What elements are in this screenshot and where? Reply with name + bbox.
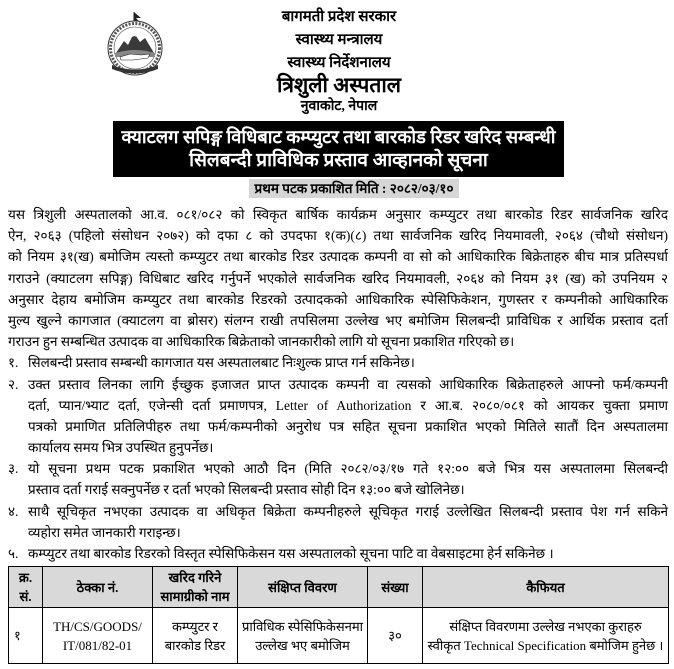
intro-line: गराउने (क्याटलग सपिङ्ग) विधिबाट खरिद गर्नुपर्ने भएकोले सार्वजनिक खरिद नियमावली, २०६४ को नियम ३१ (ख) को उपनियम २: [8, 270, 668, 286]
notice-title-line: क्याटलग सपिङ्ग विधिबाट कम्प्युटर तथा बारकोड रिडर खरिद सम्बन्धी: [121, 127, 556, 147]
cell-line: ३०: [388, 628, 402, 643]
cell-line: कम्प्युटर र: [171, 618, 219, 634]
header-line: क्र.: [18, 570, 33, 585]
ministry-name: स्वास्थ्य मन्त्रालय: [295, 32, 383, 48]
cell-remarks: [423, 608, 669, 664]
item-line: सिलबन्दी प्रस्ताव सम्बन्धी कागजात यस अस्पतालबाट निःशुल्क प्राप्त गर्न सकिनेछ।: [28, 355, 415, 371]
item-text: [28, 543, 668, 564]
intro-line: गराउन हुन सम्बन्धित उत्पादक वा आधिकारिक बिक्रेताको जानकारीको लागि यो सूचना प्रकाशित गरिएको छ।: [8, 334, 515, 350]
item-text: [28, 501, 668, 543]
publish-date-band: [249, 179, 459, 198]
item-number: २.: [8, 376, 19, 392]
hospital-name: त्रिशुली अस्पताल: [276, 73, 402, 97]
item-line: प्रस्ताव दर्ता गराई सक्नुपर्नेछ र दर्ता भएको सिलबन्दी प्रस्ताव सोही दिन १३:०० बजे खोलिनेछ।: [28, 482, 465, 498]
item-line: पत्रको प्रमाणित प्रतिलिपीहरु तथा फर्म/कम्पनीको अनुरोध पत्र सहित सूचना प्रकाशित भएको मितिले सातौं दिन अस्पतालमा: [28, 418, 668, 434]
intro-line: अनुसार देहाय बमोजिम कम्प्युटर तथा बारकोड रिडरको उत्पादकको आधिकारिक स्पेसिफिकेशन, गुणस्तर र कम्पनीको आधिकारिक: [8, 291, 668, 307]
cell-line: प्राविधिक स्पेसिफिकेसनमा: [241, 618, 364, 634]
item-line: व्यहोरा समेत जानकारी गराइन्छ।: [28, 524, 181, 540]
notice-item-3: [8, 458, 668, 500]
notice-title-band: [113, 121, 564, 177]
item-line: कम्प्युटर तथा बारकोड रिडरको विस्तृत स्पेसिफिकेसन यस अस्पतालको सूचना पाटि वा वेबसाइटमा हेर्न सकिनेछ ।: [28, 546, 554, 561]
intro-line: ऐन, २०६३ (पहिलो संसोधन २०७२) को दफा ८ को उपदफा १(क)(८) तथा सार्वजनिक खरिद नियमावली, २०६४ (चौथो संसोधन): [8, 228, 668, 244]
item-number: १.: [8, 355, 19, 371]
cell-line: TH/CS/GOODS/: [53, 618, 142, 634]
cell-quantity: [368, 608, 423, 664]
intro-line: यस त्रिशुली अस्पतालको आ.व. ०८१/०८२ को स्विकृत बार्षिक कार्यक्रम अनुसार कम्प्युटर तथा बारकोड रिडर सार्वजनिक खरिद: [8, 207, 668, 222]
header-contract-no: [43, 567, 153, 608]
cell-item-name: [153, 608, 238, 664]
item-text: [28, 458, 668, 500]
cell-line: १: [14, 628, 21, 643]
item-line: साथै सूचिकृत नभएका उत्पादक वा अधिकृत बिक्रेता कम्पनीहरुले सूचिकृत गराई उल्लेखित सिलबन्दी प्रस्ताव पेश गर्न सकिने: [28, 503, 668, 519]
intro-line: को नियम ३१(ख) बमोजिम त्यस्तो कम्प्युटर तथा बारकोड रिडर उत्पादक कम्पनी वा सो को आधिकारिक बिक्रेताहरु बीच मात्र प्रतिस्पर्धा: [8, 249, 668, 265]
cell-line: संक्षिप्त विवरणमा उल्लेख नभएका कुराहरु: [449, 618, 642, 634]
item-number: ३.: [8, 461, 19, 477]
table-header-row: [9, 567, 669, 608]
header-description: [238, 567, 368, 608]
header-remarks: [423, 567, 669, 608]
header-line: संक्षिप्त विवरण: [268, 579, 337, 595]
hospital-location: नुवाकोट, नेपाल: [300, 99, 378, 114]
header-serial-no: [9, 567, 43, 608]
intro-line: मुल्य खुल्ने कागजात (क्याटलग वा ब्रोसर) संलग्न राखी तपसिलमा उल्लेख भए बमोजिम सिलबन्दी प्राविधिक र आर्थिक प्रस्ताव दर्ता: [8, 312, 668, 328]
table-row: [9, 608, 669, 664]
notice-item-5: [8, 543, 668, 564]
notice-body: [8, 204, 668, 564]
notice-item-1: [8, 352, 668, 373]
cell-line: IT/081/82-01: [62, 637, 133, 653]
header-line: सं.: [19, 589, 32, 604]
item-line: उक्त प्रस्ताव लिनका लागि ईच्छुक इजाजत प्राप्त उत्पादक कम्पनी वा त्यसको आधिकारिक बिक्रेताहरुले आफ्नो फर्म/कम्पनी: [28, 376, 668, 392]
item-line: दर्ता, प्यान/भ्याट दर्ता, एजेन्सी दर्ता प्रमाणपत्र, Letter of Authorization र आ.ब. २०८०/०८१ को आयकर चुक्ता प्रमाण: [28, 397, 668, 413]
item-line: कार्यालय समय भित्र उपस्थित हुनुपर्नेछ।: [28, 440, 214, 456]
cell-description: [238, 608, 368, 664]
header-item-name: [153, 567, 238, 608]
items-table: [8, 566, 669, 664]
header-quantity: [368, 567, 423, 608]
directorate-name: स्वास्थ्य निर्देशनालय: [287, 55, 391, 71]
notice-title-line: सिलबन्दी प्राविधिक प्रस्ताव आव्हानको सूचना: [189, 150, 488, 171]
cell-line: उल्लेख भए बमोजिम: [255, 637, 350, 653]
cell-serial-no: [9, 608, 43, 664]
notice-item-2: [8, 374, 668, 459]
item-text: [28, 352, 668, 373]
item-line: यो सूचना प्रथम पटक प्रकाशित भएको आठौ दिन (मिति २०८२/०३/१७ गते १२:०० बजे भित्र यस अस्पतालमा सिलबन्दी: [28, 461, 668, 477]
province-government: बागमती प्रदेश सरकार: [281, 9, 397, 25]
cell-contract-no: [43, 608, 153, 664]
item-number: ४.: [8, 503, 19, 519]
nepal-emblem-icon: [103, 11, 167, 77]
publish-date: प्रथम पटक प्रकाशित मिति : २०८२/०३/१०: [254, 181, 454, 196]
item-number: ५.: [8, 546, 19, 561]
header-line: सामाग्रीको नाम: [160, 589, 230, 604]
cell-line: बारकोड रिडर: [164, 637, 226, 653]
notice-item-4: [8, 501, 668, 543]
item-text: [28, 374, 668, 459]
cell-line: स्वीकृत Technical Specification बमोजिम हुनेछ ।: [427, 637, 664, 653]
header-line: कैफियत: [526, 579, 565, 595]
header-line: खरिद गरिने: [168, 570, 222, 585]
header-line: ठेक्का नं.: [76, 579, 119, 595]
header-line: संख्या: [381, 579, 409, 595]
